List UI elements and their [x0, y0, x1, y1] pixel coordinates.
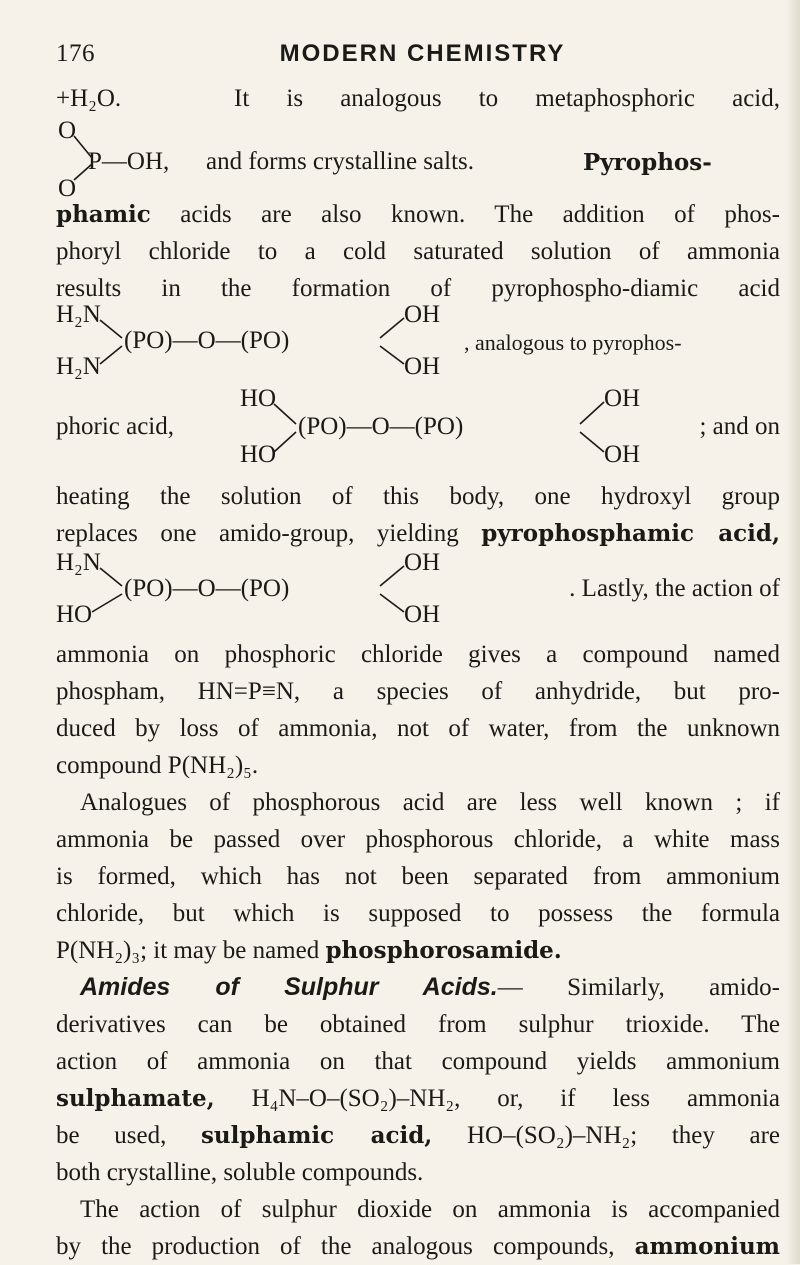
line-17: is formed, which has not been separated from ammonium [56, 863, 780, 890]
term-pyrophos: Pyrophos- [583, 149, 712, 176]
line-27-text: by the production of the analogous compounds, [56, 1233, 615, 1260]
f3-core: (PO)—O—(PO) [298, 413, 464, 440]
page-number: 176 [56, 40, 95, 67]
line-6-after: , analogous to pyrophos- [464, 330, 682, 355]
line-1b: It is analogous to metaphosphoric acid, [234, 85, 780, 112]
bond-f4-left-bottom [92, 594, 122, 612]
f2-hydroxyl-bottom: OH [404, 353, 441, 380]
line-24-text-c: HO–(SO₂)–NH₂; they are [432, 1122, 781, 1149]
line-20-text: — Similarly, amido- [497, 974, 780, 1001]
f3-hydroxyl-top-left: HO [240, 385, 277, 412]
line-7-after: ; and on [699, 413, 780, 440]
f2-hydroxyl-top: OH [404, 301, 441, 328]
bond-f1-bottom [74, 164, 92, 180]
f4-hydroxyl-bottom-left: HO [56, 601, 93, 628]
line-2a: and forms crystalline salts. [206, 148, 474, 175]
line-3-text: acids are also known. The addition of phos- [150, 201, 780, 228]
bond-f1-top [74, 136, 92, 158]
line-5: results in the formation of pyrophospho-diamic acid [56, 275, 780, 302]
line-10-after: . Lastly, the action of [569, 575, 780, 602]
line-8: heating the solution of this body, one hydroxyl group [56, 483, 780, 510]
bond-f3-left-top [274, 404, 296, 424]
line-7-before: phoric acid, [56, 413, 175, 440]
running-header: MODERN CHEMISTRY [279, 40, 566, 67]
f2-amine-top: H₂N [56, 301, 101, 328]
f1-phosphorus-hydroxyl: P—OH, [88, 148, 170, 175]
line-1a: +H₂O. [56, 85, 122, 112]
f3-hydroxyl-top-right: OH [604, 385, 641, 412]
f4-core: (PO)—O—(PO) [124, 575, 290, 602]
line-19-text: P(NH₂)₃; it may be named [56, 937, 320, 964]
line-13: duced by loss of ammonia, not of water, from the unknown [56, 715, 780, 742]
f1-oxygen-bottom: O [58, 175, 77, 202]
term-phosphorosamide: phosphorosamide. [325, 937, 562, 964]
bond-f2-right-bottom [380, 346, 404, 364]
bond-f3-right-bottom [580, 432, 604, 452]
f2-amine-bottom: H₂N [56, 353, 101, 380]
line-16: ammonia be passed over phosphorous chloride, a white mass [56, 826, 780, 853]
line-21: derivatives can be obtained from sulphur trioxide. The [56, 1011, 780, 1038]
bond-f2-right-top [380, 318, 404, 338]
term-pyrophosphamic-acid: pyrophosphamic acid, [481, 520, 780, 547]
f2-core: (PO)—O—(PO) [124, 327, 290, 354]
term-sulphamic-acid: sulphamic acid, [200, 1122, 433, 1149]
f3-hydroxyl-bottom-left: HO [240, 441, 277, 468]
term-ammonium: ammonium [634, 1233, 780, 1260]
bond-f2-left-bottom [100, 346, 122, 364]
line-24-text-a: be used, [56, 1122, 167, 1149]
line-22: action of ammonia on that compound yields ammonium [56, 1048, 780, 1075]
bond-f3-left-bottom [274, 432, 296, 452]
line-26: The action of sulphur dioxide on ammonia is accompanied [80, 1196, 780, 1223]
bond-f4-right-top [380, 566, 404, 586]
bond-f4-right-bottom [380, 594, 404, 612]
bond-f2-left-top [100, 320, 122, 338]
line-12: phospham, HN=P≡N, a species of anhydride, but pro- [56, 678, 780, 705]
line-11: ammonia on phosphoric chloride gives a compound named [56, 641, 780, 668]
f1-oxygen-top: O [58, 117, 77, 144]
f3-hydroxyl-bottom-right: OH [604, 441, 641, 468]
line-9-text: replaces one amido-group, yielding [56, 520, 459, 547]
bond-f3-right-top [580, 402, 604, 424]
bond-f4-left-top [100, 568, 122, 586]
f4-hydroxyl-top-right: OH [404, 549, 441, 576]
line-15: Analogues of phosphorous acid are less well known ; if [80, 789, 780, 816]
section-heading-amides: Amides of Sulphur Acids. [80, 973, 498, 1001]
f4-amine-top: H₂N [56, 549, 101, 576]
term-phamic: phamic [56, 201, 151, 228]
line-23-text: H₄N–O–(SO₂)–NH₂, or, if less ammonia [214, 1085, 780, 1112]
line-18: chloride, but which is supposed to possess the formula [56, 900, 780, 927]
term-sulphamate: sulphamate, [56, 1085, 215, 1112]
f4-hydroxyl-bottom-right: OH [404, 601, 441, 628]
line-14: compound P(NH₂)₅. [56, 752, 259, 779]
line-25: both crystalline, soluble compounds. [56, 1159, 424, 1186]
line-4: phoryl chloride to a cold saturated solution of ammonia [56, 238, 780, 265]
